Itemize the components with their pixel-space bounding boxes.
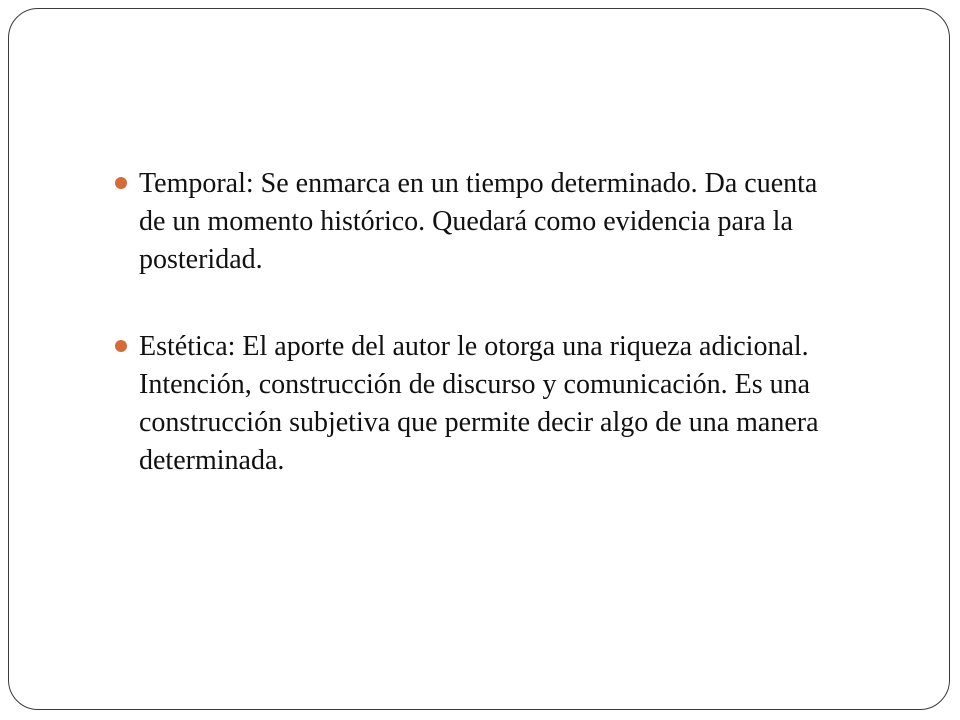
bullet-dot-icon [115,340,127,352]
bullet-text-temporal: Temporal: Se enmarca en un tiempo determinado. Da cuenta de un momento histórico. Quedará como evidencia para la posteridad. [139,168,818,275]
bullet-text-estetica: Estética: El aporte del autor le otorga una riqueza adicional. Intención, construcción de discurso y comunicación. Es una construcción subjetiva que permite decir algo de una manera determinada. [139,331,819,476]
bullet-dot-icon [115,177,127,189]
bullet-item-temporal [115,165,915,279]
slide-frame [8,8,950,710]
bullet-list [115,165,915,480]
bullet-item-estetica [115,328,915,480]
